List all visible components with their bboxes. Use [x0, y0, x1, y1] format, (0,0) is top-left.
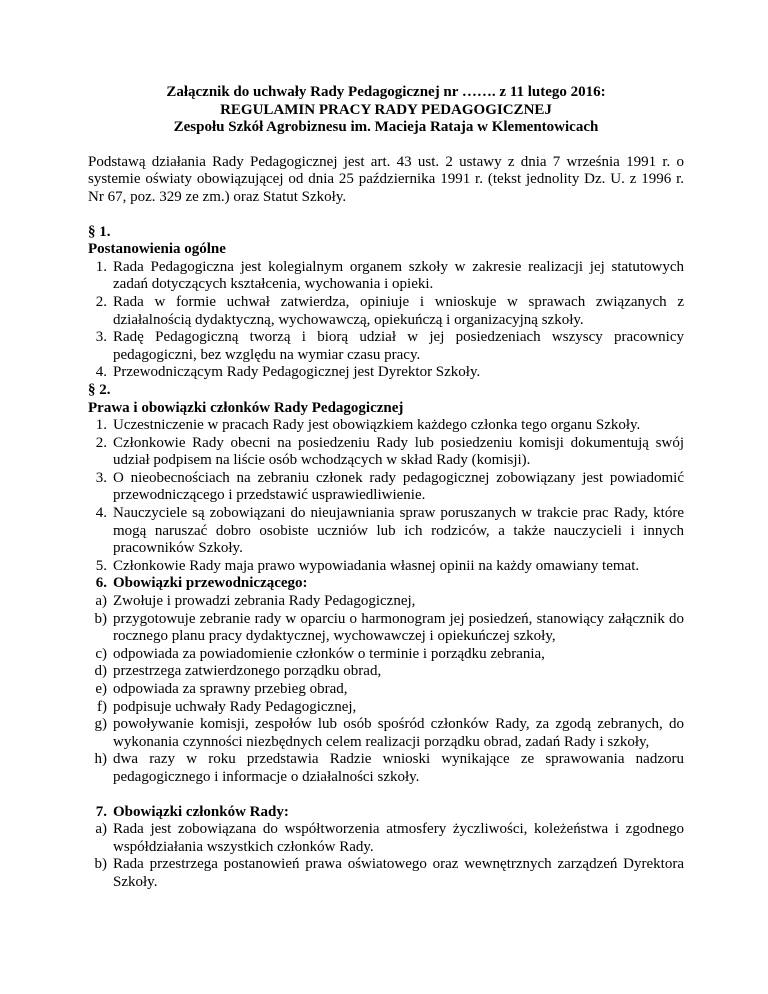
- item-text: Uczestniczenie w pracach Rady jest obowiązkiem każdego członka tego organu Szkoły.: [113, 417, 641, 434]
- item-text: Obowiązki członków Rady:: [113, 803, 289, 820]
- list-item: [88, 417, 684, 435]
- document-title: REGULAMIN PRACY RADY PEDAGOGICZNEJ: [220, 101, 552, 118]
- list-item: [88, 435, 684, 470]
- item-number: 5.: [95, 557, 107, 574]
- item-number: 2.: [95, 293, 107, 310]
- item-number: 3.: [95, 329, 107, 346]
- list-item: [88, 821, 684, 856]
- list-item: [88, 593, 684, 611]
- item-letter: b): [94, 610, 107, 627]
- item-text: odpowiada za sprawny przebieg obrad,: [113, 681, 348, 697]
- list-item: [88, 558, 684, 576]
- item-number: 7.: [95, 803, 107, 820]
- item-text: przygotowuje zebranie rady w oparciu o harmonogram jej posiedzeń, stanowiący załącznik do rocznego planu pracy dydaktycznej, wychowawczej i opiekuńczej szkoły,: [113, 610, 684, 645]
- list-item: [88, 716, 684, 751]
- item-text: Nauczyciele są zobowiązani do nieujawniania spraw poruszanych w trakcie prac Rady, które mogą naruszać dobro osobiste uczniów lub ich rodziców, a także nauczycieli i innych pracowników Szkoły.: [113, 505, 684, 557]
- item-text: przestrzega zatwierdzonego porządku obrad,: [113, 663, 382, 680]
- item-text: podpisuje uchwały Rady Pedagogicznej,: [113, 698, 357, 715]
- list-item: [88, 505, 684, 558]
- item-number: 1.: [95, 417, 107, 434]
- item-letter: b): [94, 856, 107, 873]
- section-1-list: [88, 259, 684, 382]
- list-item: [88, 663, 684, 681]
- item-number: 2.: [95, 434, 107, 451]
- item-letter: d): [94, 663, 107, 680]
- item-number: 4.: [95, 364, 107, 381]
- list-item: [88, 646, 684, 664]
- item-letter: c): [95, 645, 107, 662]
- item-text: Rada jest zobowiązana do współtworzenia atmosfery życzliwości, koleżeństwa i zgodnego współdziałania wszystkich członków Rady.: [113, 821, 684, 855]
- item-letter: a): [95, 593, 107, 610]
- list-item: [88, 294, 684, 329]
- item-letter: a): [95, 821, 107, 838]
- item-text: O nieobecnościach na zebraniu członek rady pedagogicznej zobowiązany jest powiadomić przewodniczącego i przedstawić usprawiedliwienie.: [113, 469, 684, 504]
- list-item: [88, 470, 684, 505]
- item-text: Obowiązki przewodniczącego:: [113, 575, 308, 592]
- section-1-title: Postanowienia ogólne: [88, 241, 226, 258]
- section-2-mark: § 2.: [88, 381, 111, 398]
- item-letter: f): [97, 698, 107, 715]
- list-item: [88, 259, 684, 294]
- section-2-list: [88, 417, 684, 891]
- item-text: Członkowie Rady maja prawo wypowiadania własnej opinii na każdy omawiany temat.: [113, 557, 640, 574]
- list-item: [88, 611, 684, 646]
- item-letter: g): [94, 716, 107, 733]
- item-text: Radę Pedagogiczną tworzą i biorą udział w jej posiedzeniach wszyscy pracownicy pedagogiczni, bez względu na wymiar czasu pracy.: [113, 329, 684, 363]
- item-text: dwa razy w roku przedstawia Radzie wnioski wynikające ze sprawowania nadzoru pedagogicznego i informacje o działalności szkoły.: [113, 751, 684, 785]
- item-text: Członkowie Rady obecni na posiedzeniu Rady lub posiedzeniu komisji dokumentują swój udział podpisem na liście osób wchodzących w skład Rady (komisji).: [113, 434, 684, 469]
- list-item: [88, 751, 684, 786]
- item-text: Rada Pedagogiczna jest kolegialnym organem szkoły w zakresie realizacji jej statutowych zadań dotyczących kształcenia, wychowania i opieki.: [113, 258, 684, 293]
- item-text: Przewodniczącym Rady Pedagogicznej jest Dyrektor Szkoły.: [113, 364, 481, 381]
- item-text: Rada przestrzega postanowień prawa oświatowego oraz wewnętrznych zarządzeń Dyrektora Szkoły.: [113, 856, 684, 890]
- item-number: 1.: [95, 258, 107, 275]
- list-item: [88, 699, 684, 717]
- chair-duties-heading: [88, 575, 684, 593]
- item-letter: e): [95, 681, 107, 697]
- school-name: Zespołu Szkół Agrobiznesu im. Macieja Rataja w Klementowicach: [173, 119, 599, 136]
- list-item: [88, 856, 684, 891]
- item-text: Rada w formie uchwał zatwierdza, opiniuje i wnioskuje w sprawach związanych z działalnością dydaktyczną, wychowawczą, opiekuńczą i organizacyjną szkoły.: [113, 293, 684, 328]
- section-2-title: Prawa i obowiązki członków Rady Pedagogicznej: [88, 399, 404, 416]
- section-1-mark: § 1.: [88, 223, 111, 240]
- document-header: [88, 84, 684, 137]
- list-item: [88, 329, 684, 364]
- item-text: Zwołuje i prowadzi zebrania Rady Pedagogicznej,: [113, 593, 416, 610]
- item-number: 4.: [95, 505, 107, 522]
- item-letter: h): [94, 751, 107, 768]
- item-number: 6.: [95, 575, 107, 592]
- list-item: [88, 681, 684, 699]
- member-duties-heading: [88, 804, 684, 822]
- item-text: powoływanie komisji, zespołów lub osób spośród członków Rady, za zgodą zebranych, do wykonania czynności niezbędnych celem realizacji porządku obrad, zadań Rady i szkoły,: [113, 716, 684, 750]
- header-attachment-line: Załącznik do uchwały Rady Pedagogicznej nr ……. z 11 lutego 2016:: [166, 84, 606, 100]
- list-item: [88, 364, 684, 382]
- document-page: [88, 84, 684, 892]
- intro-paragraph: Podstawą działania Rady Pedagogicznej jest art. 43 ust. 2 ustawy z dnia 7 września 1991 r. o systemie oświaty obowiązującej od dnia 25 października 1991 r. (tekst jednolity Dz. U. z 1996 r. Nr 67, poz. 329 ze zm.) oraz Statut Szkoły.: [88, 153, 684, 205]
- item-text: odpowiada za powiadomienie członków o terminie i porządku zebrania,: [113, 645, 545, 662]
- item-number: 3.: [95, 469, 107, 486]
